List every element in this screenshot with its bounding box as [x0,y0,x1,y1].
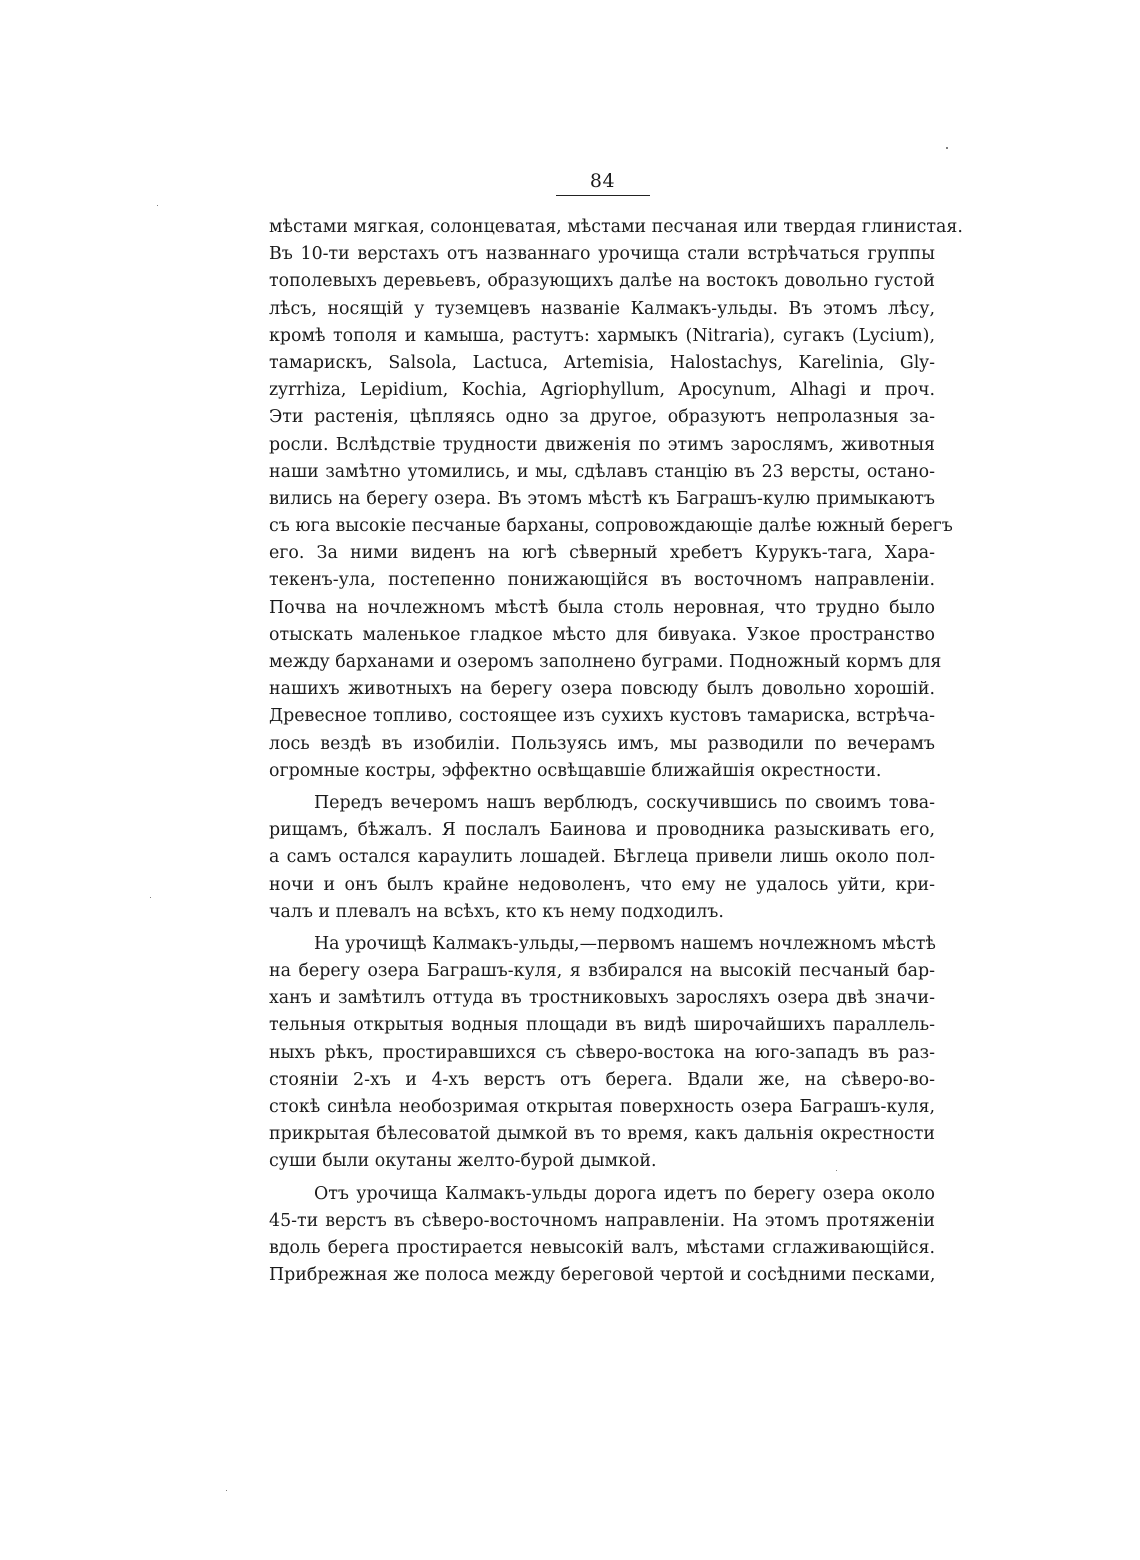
text-line: текенъ-ула, постепенно понижающійся въ восточномъ направленіи. [269,570,935,591]
paragraph [269,1181,935,1290]
text-line: а самъ остался караулить лошадей. Бѣглеца привели лишь около пол- [269,847,935,868]
text-line: тамарискъ, Salsola, Lactuca, Artemisia, Halostachys, Karelinia, Gly- [269,352,935,373]
text-line: наши замѣтно утомились, и мы, сдѣлавъ станцію въ 23 версты, остано- [269,461,935,482]
text-line: Передъ вечеромъ нашъ верблюдъ, соскучившись по своимъ това- [314,792,935,813]
text-line: стояніи 2-хъ и 4-хъ верстъ отъ берега. Вдали же, на сѣверо-во- [269,1069,935,1090]
text-line: вдоль берега простирается невысокій валъ, мѣстами сглаживающійся. [269,1237,935,1258]
text-line: прикрытая бѣлесоватой дымкой въ то время, какъ дальнія окрестности [269,1124,935,1145]
scan-speck [226,1490,227,1491]
text-line: между барханами и озеромъ заполнено буграми. Подножный кормъ для [269,652,942,672]
text-block [269,214,963,1289]
text-line: На урочищѣ Калмакъ-ульды,—первомъ нашемъ ночлежномъ мѣстѣ [314,933,936,954]
text-line: ханъ и замѣтилъ оттуда въ тростниковыхъ заросляхъ озера двѣ значи- [269,988,935,1009]
scan-speck [150,897,151,898]
paragraph [269,931,935,1176]
text-line: 45-ти верстъ въ сѣверо-восточномъ направленіи. На этомъ протяженіи [269,1210,935,1231]
text-line: нашихъ животныхъ на берегу озера повсюду былъ довольно хорошій. [269,679,935,700]
text-line: ночи и онъ былъ крайне недоволенъ, что ему не удалось уйти, кри- [269,874,935,895]
text-line: ныхъ рѣкъ, простиравшихся съ сѣверо-востока на юго-западъ въ раз- [269,1042,935,1063]
text-line: Эти растенія, цѣпляясь одно за другое, образуютъ непролазныя за- [269,407,935,428]
text-line: съ юга высокіе песчаные барханы, сопровождающіе далѣе южный берегъ [269,516,953,537]
text-line: Древесное топливо, состоящее изъ сухихъ кустовъ тамариска, встрѣча- [269,706,935,727]
page-number: 84 [589,170,616,192]
text-line: Отъ урочища Калмакъ-ульды дорога идетъ по берегу озера около [314,1183,935,1204]
text-line: Прибрежная же полоса между береговой чертой и сосѣдними песками, [269,1265,936,1286]
paragraph [269,790,935,926]
scan-speck [157,205,158,206]
text-line: Въ 10-ти верстахъ отъ названнаго урочища стали встрѣчаться группы [269,244,935,265]
text-line: zyrrhiza, Lepidium, Kochia, Agriophyllum, Apocynum, Alhagi и проч. [269,380,935,401]
text-line: суши были окутаны желто-бурой дымкой. [269,1151,657,1172]
text-line: мѣстами мягкая, солонцеватая, мѣстами песчаная или твердая глинистая. [269,217,963,237]
text-line: отыскать маленькое гладкое мѣсто для бивуака. Узкое пространство [269,624,935,645]
text-line: лѣсъ, носящій у туземцевъ названіе Калмакъ-ульды. Въ этомъ лѣсу, [269,298,935,319]
text-line: рищамъ, бѣжалъ. Я послалъ Баинова и проводника разыскивать его, [269,820,935,841]
text-line: стокѣ синѣла необозримая открытая поверхность озера Баграшъ-куля, [269,1097,935,1117]
text-line: вились на берегу озера. Въ этомъ мѣстѣ къ Баграшъ-кулю примыкаютъ [269,488,935,509]
text-line: кромѣ тополя и камыша, растутъ: хармыкъ (Nitraria), сугакъ (Lycium), [269,325,935,346]
text-line: тельныя открытыя водныя площади въ видѣ широчайшихъ параллель- [269,1015,935,1036]
text-line: лось вездѣ въ изобиліи. Пользуясь имъ, мы разводили по вечерамъ [269,733,935,754]
paragraph [269,214,963,785]
text-line: на берегу озера Баграшъ-куля, я взбирался на высокій песчаный бар- [269,961,935,982]
text-line: чалъ и плевалъ на всѣхъ, кто къ нему подходилъ. [269,901,724,922]
scan-speck [836,1170,837,1171]
text-line: его. За ними виденъ на югѣ сѣверный хребетъ Курукъ-тага, Хара- [269,543,935,564]
scan-speck [946,147,948,149]
text-line: росли. Вслѣдствіе трудности движенія по этимъ зарослямъ, животныя [269,434,935,455]
page-number-rule [556,195,650,196]
text-line: Почва на ночлежномъ мѣстѣ была столь неровная, что трудно было [269,597,935,618]
text-line: огромные костры, эффектно освѣщавшіе ближайшія окрестности. [269,760,882,781]
text-line: тополевыхъ деревьевъ, образующихъ далѣе на востокъ довольно густой [269,271,935,292]
